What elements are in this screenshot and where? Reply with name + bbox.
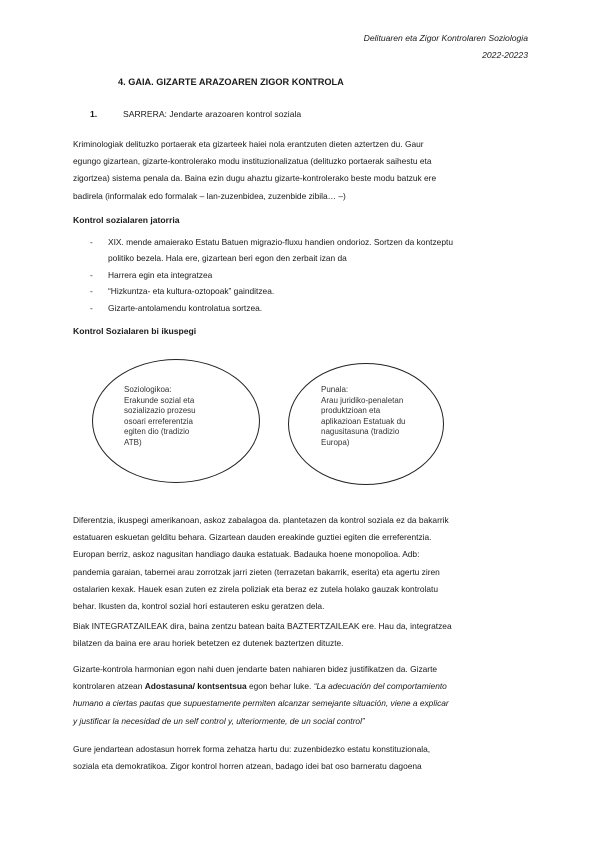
- paragraph-line: Biak INTEGRATZAILEAK dira, baina zentzu batean baita BAZTERTZAILEAK ere. Hau da, integratzea: [73, 621, 452, 631]
- quote-text: “La adecuación del comportamiento: [313, 681, 447, 692]
- paragraph-line: egungo gizartean, gizarte-kontrolerako modu instituzionalizatua (delituzko portaerak saihestu eta: [73, 156, 432, 167]
- perspectives-heading: Kontrol Sozialaren bi ikuspegi: [73, 326, 197, 336]
- list-item: - XIX. mende amaierako Estatu Batuen migrazio-fluxu handien ondorioz. Sortzen da kontzeptu: [90, 234, 530, 250]
- chapter-title: 4. GAIA. GIZARTE ARAZOAREN ZIGOR KONTROLA: [118, 77, 344, 87]
- final-paragraph: [73, 741, 528, 775]
- circle-line: Punala:: [321, 385, 349, 394]
- paragraph-line: estatuaren eskuetan gelditu behara. Gizartean dauden ereakinde guztiei egiten die erreferentzia.: [73, 532, 432, 543]
- header-course-title: Delituaren eta Zigor Kontrolaren Soziologia: [363, 33, 528, 43]
- paragraph-line: Diferentzia, ikuspegi amerikanoan, askoz zabalagoa da. plantetazen da kontrol soziala ez da bakarrik: [73, 515, 449, 525]
- list-item-continuation: politiko bezela. Hala ere, gizartean beri egon den zerbait izan da: [108, 253, 347, 264]
- circle-line: produktzioan eta: [321, 406, 381, 415]
- paragraph-line: ostalarien kexak. Hauek esan zuten ez zirela poliziak eta beraz ez zutela holako gauzak kontrolatu: [73, 583, 438, 594]
- intro-paragraph: [73, 136, 528, 205]
- paragraph-line: [73, 678, 528, 695]
- quote-line: y justificar la necesidad de un self control y, ulteriormente, de un social control”: [73, 715, 365, 726]
- penal-circle-text: [321, 385, 439, 448]
- circle-line: nagusitasuna (tradizio: [321, 427, 400, 436]
- paragraph-line: Kriminologiak delituzko portaerak eta gizarteek haiei nola erantzuten dieten aztertzen du. Gaur: [73, 139, 424, 149]
- circle-line: egiten dio (tradizio: [124, 427, 190, 436]
- list-item: - Harrera egin eta integratzea: [90, 267, 530, 283]
- line-text: egon behar luke.: [246, 681, 314, 692]
- harmony-paragraph: [73, 661, 528, 730]
- paragraph-line: pandemia garaian, tabernei arau zorrotzak jarri zieten (terrazetan bakarrik, eserita) eta agertu ziren: [73, 566, 440, 577]
- header-academic-year: 2022-20223: [482, 50, 528, 60]
- circle-line: aplikazioan Estatuak du: [321, 416, 406, 426]
- sociological-circle-text: [124, 385, 244, 448]
- circle-line: osoari erreferentzia: [124, 416, 193, 426]
- circle-line: Arau juridiko-penaletan: [321, 395, 404, 405]
- circle-line: Europa): [321, 437, 350, 447]
- list-item: - “Hizkuntza- eta kultura-oztopoak” gainditzea.: [90, 283, 530, 299]
- consensus-term: Adostasuna/ kontsentsua: [144, 681, 247, 692]
- circle-line: ATB): [124, 437, 142, 447]
- difference-paragraph: [73, 512, 528, 615]
- paragraph-line: bilatzen da baina ere arau horiek betetzen ez dutenek baztertzen dituzte.: [73, 638, 344, 649]
- paragraph-line: Gizarte-kontrola harmonian egon nahi duen jendarte baten nahiaren bidez justifikatzen da. Gizarte: [73, 664, 438, 674]
- paragraph-line: badirela (informalak edo formalak – lan-zuzenbidea, zuzenbide zibila… –): [73, 190, 346, 201]
- circle-line: Erakunde sozial eta: [124, 395, 195, 405]
- section-label: SARRERA: Jendarte arazoaren kontrol soziala: [123, 109, 302, 119]
- circle-line: sozializazio prozesu: [124, 406, 196, 415]
- line-text: kontrolaren atzean: [73, 681, 145, 692]
- integration-paragraph: [73, 618, 528, 652]
- origin-heading: Kontrol sozialaren jatorria: [73, 215, 180, 225]
- section-number: 1.: [90, 109, 98, 119]
- paragraph-line: Europan berriz, askoz nagusitan handiago dauka estatuak. Badauka hoene monopolioa. Adb:: [73, 549, 420, 560]
- paragraph-line: behar. Ikusten da, kontrol sozial hori estauteren esku geratzen dela.: [73, 601, 325, 612]
- circle-line: Soziologikoa:: [124, 385, 172, 394]
- paragraph-line: soziala eta demokratikoa. Zigor kontrol horren atzean, badago idei bat oso barneratu dagoena: [73, 761, 422, 772]
- origin-bullet-list: [90, 234, 530, 316]
- paragraph-line: zigortzea) sistema penala da. Baina ezin dugu ahaztu gizarte-kontrolerako beste modu batzuk ere: [73, 173, 437, 184]
- quote-line: humano a ciertas pautas que supuestamente permiten alcanzar semejante situación, viene a explicar: [73, 698, 449, 709]
- section-heading: [90, 109, 301, 119]
- paragraph-line: Gure jendartean adostasun horrek forma zehatza hartu du: zuzenbidezko estatu konstituzionala,: [73, 744, 431, 754]
- list-item: - Gizarte-antolamendu kontrolatua sortzea.: [90, 300, 530, 316]
